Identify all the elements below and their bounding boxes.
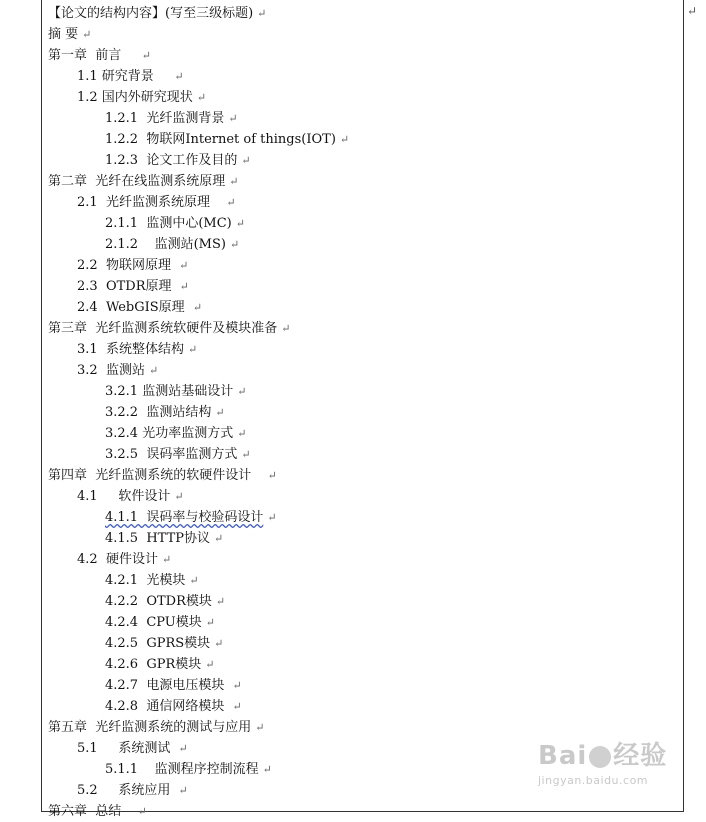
outline-entry-text: 3.2 监测站 — [77, 363, 145, 378]
outline-entry-text: 4.2.4 CPU模块 — [105, 615, 202, 630]
outline-entry-text: 第三章 光纤监测系统软硬件及模块准备 — [48, 321, 278, 336]
outline-entry-text: 4.2.1 光模块 — [105, 573, 186, 588]
outline-entry-text: 1.2.1 光纤监测背景 — [105, 111, 225, 126]
outline-entry[interactable] — [48, 423, 678, 444]
baidu-jingyan-watermark — [538, 735, 688, 795]
outline-entry-text: 2.2 物联网原理 — [77, 258, 176, 273]
outline-entry[interactable] — [48, 654, 678, 675]
outline-entry-text: 1.2 国内外研究现状 — [77, 90, 193, 105]
paragraph-mark: ↵ — [178, 742, 188, 755]
outline-entry[interactable] — [48, 108, 678, 129]
outline-entry[interactable] — [48, 192, 678, 213]
outline-entry[interactable] — [48, 150, 678, 171]
outline-heading[interactable]: 【论文的结构内容】(写至三级标题) ↵ — [48, 6, 267, 21]
paragraph-mark: ↵ — [262, 763, 272, 776]
paragraph-mark: ↵ — [214, 532, 224, 545]
paragraph-mark: ↵ — [237, 385, 247, 398]
outline-entries — [48, 24, 678, 822]
paragraph-mark: ↵ — [241, 448, 251, 461]
toc-outline — [48, 3, 678, 822]
outline-entry-text: 4.2 硬件设计 — [77, 552, 158, 567]
outline-entry-text: 4.2.5 GPRS模块 — [105, 636, 211, 651]
outline-entry[interactable] — [48, 213, 678, 234]
outline-entry[interactable] — [48, 633, 678, 654]
outline-entry[interactable] — [48, 591, 678, 612]
paragraph-mark: ↵ — [241, 154, 251, 167]
outline-entry[interactable] — [48, 570, 678, 591]
outline-entry[interactable] — [48, 360, 678, 381]
outline-entry-text: 1.2.2 物联网Internet of things(IOT) — [105, 132, 336, 147]
paragraph-mark: ↵ — [141, 49, 152, 62]
outline-entry-text: 1.1 研究背景 — [77, 69, 171, 84]
outline-entry-text: 5.1 系统测试 — [77, 741, 175, 756]
paragraph-mark: ↵ — [137, 805, 147, 818]
paragraph-mark: ↵ — [235, 217, 245, 230]
paragraph-mark: ↵ — [174, 490, 184, 503]
paragraph-mark: ↵ — [189, 574, 199, 587]
outline-entry-text: 第四章 光纤监测系统的软硬件设计 — [48, 468, 264, 483]
paragraph-mark: ↵ — [229, 238, 240, 251]
outline-entry[interactable] — [48, 87, 678, 108]
paragraph-mark: ↵ — [257, 7, 267, 20]
outline-entry-text: 第二章 光纤在线监测系统原理 — [48, 174, 226, 189]
outline-entry[interactable] — [48, 507, 678, 528]
outline-entry[interactable] — [48, 45, 678, 66]
paragraph-mark: ↵ — [187, 343, 198, 356]
outline-entry-text: 第六章 总结 — [48, 804, 134, 819]
watermark-logo: Bai 经验 — [538, 741, 668, 771]
outline-entry[interactable] — [48, 339, 678, 360]
page-gutter — [0, 0, 40, 814]
outline-entry[interactable] — [48, 465, 678, 486]
paragraph-mark: ↵ — [232, 679, 242, 692]
paragraph-mark: ↵ — [205, 658, 215, 671]
paragraph-mark: ↵ — [179, 259, 189, 272]
outline-entry-text: 4.2.2 OTDR模块 — [105, 594, 212, 609]
outline-entry[interactable] — [48, 528, 678, 549]
outline-entry-text: 4.1.5 HTTP协议 — [105, 531, 211, 546]
paragraph-mark: ↵ — [237, 427, 247, 440]
outline-entry[interactable] — [48, 234, 678, 255]
outline-entry[interactable] — [48, 318, 678, 339]
paragraph-mark: ↵ — [192, 301, 203, 314]
outline-entry-text: 第五章 光纤监测系统的测试与应用 — [48, 720, 252, 735]
outline-entry-text: 4.2.7 电源电压模块 — [105, 678, 229, 693]
outline-entry-text: 2.1 光纤监测系统原理 — [77, 195, 223, 210]
outline-entry-text: 5.2 系统应用 — [77, 783, 175, 798]
outline-entry-text: 2.1.1 监测中心(MC) — [105, 216, 232, 231]
paragraph-mark: ↵ — [214, 637, 224, 650]
paragraph-mark: ↵ — [205, 616, 215, 629]
paragraph-mark: ↵ — [179, 280, 189, 293]
paragraph-mark: ↵ — [161, 553, 172, 566]
outline-entry[interactable] — [48, 255, 678, 276]
outline-entry-text: 4.1 软件设计 — [77, 489, 171, 504]
outline-entry-text: 3.1 系统整体结构 — [77, 342, 184, 357]
paragraph-mark: ↵ — [174, 70, 184, 83]
outline-entry[interactable] — [48, 486, 678, 507]
outline-entry-text: 5.1.1 监测程序控制流程 — [105, 762, 259, 777]
outline-entry[interactable] — [48, 171, 678, 192]
paragraph-mark: ↵ — [226, 196, 236, 209]
outline-entry-text: 1.2.3 论文工作及目的 — [105, 153, 238, 168]
paragraph-mark: ↵ — [196, 91, 207, 104]
outline-entry[interactable] — [48, 129, 678, 150]
paragraph-mark: ↵ — [82, 28, 92, 41]
outline-entry-text: 2.1.2 监测站(MS) — [105, 237, 226, 252]
outline-entry[interactable] — [48, 801, 678, 822]
outline-entry-text: 第一章 前言 — [48, 48, 138, 63]
paragraph-mark: ↵ — [255, 721, 265, 734]
outline-entry-text: 2.3 OTDR原理 — [77, 279, 176, 294]
paragraph-mark: ↵ — [215, 595, 226, 608]
paragraph-mark: ↵ — [267, 511, 277, 524]
outline-entry-text: 3.2.1 监测站基础设计 — [105, 384, 234, 399]
paragraph-mark: ↵ — [281, 322, 291, 335]
paragraph-mark: ↵ — [232, 700, 242, 713]
outline-entry-text: 3.2.5 误码率监测方式 — [105, 447, 238, 462]
outline-entry[interactable] — [48, 549, 678, 570]
outline-entry-text: 4.2.8 通信网络模块 — [105, 699, 229, 714]
outline-entry[interactable] — [48, 402, 678, 423]
outline-entry[interactable] — [48, 612, 678, 633]
outline-entry[interactable] — [48, 444, 678, 465]
outline-entry-text: 摘 要 — [48, 27, 79, 42]
paragraph-mark: ↵ — [267, 469, 277, 482]
end-of-row-mark: ↵ — [687, 4, 698, 18]
outline-entry[interactable] — [48, 66, 678, 87]
outline-entry-text: 4.1.1 误码率与校验码设计 — [105, 510, 264, 525]
outline-entry-text: 4.2.6 GPR模块 — [105, 657, 202, 672]
paragraph-mark: ↵ — [215, 406, 225, 419]
watermark-url: jingyan.baidu.com — [538, 774, 649, 787]
paragraph-mark: ↵ — [148, 364, 159, 377]
paragraph-mark: ↵ — [178, 784, 188, 797]
outline-entry[interactable] — [48, 276, 678, 297]
outline-entry[interactable] — [48, 675, 678, 696]
paragraph-mark: ↵ — [229, 175, 239, 188]
outline-entry-text: 2.4 WebGIS原理 — [77, 300, 189, 315]
outline-entry-text: 3.2.2 监测站结构 — [105, 405, 212, 420]
outline-entry[interactable] — [48, 24, 678, 45]
baidu-paw-icon — [589, 746, 611, 768]
outline-entry-text: 3.2.4 光功率监测方式 — [105, 426, 234, 441]
outline-entry[interactable] — [48, 381, 678, 402]
paragraph-mark: ↵ — [339, 133, 350, 146]
paragraph-mark: ↵ — [228, 112, 238, 125]
outline-entry[interactable] — [48, 297, 678, 318]
outline-entry[interactable] — [48, 696, 678, 717]
